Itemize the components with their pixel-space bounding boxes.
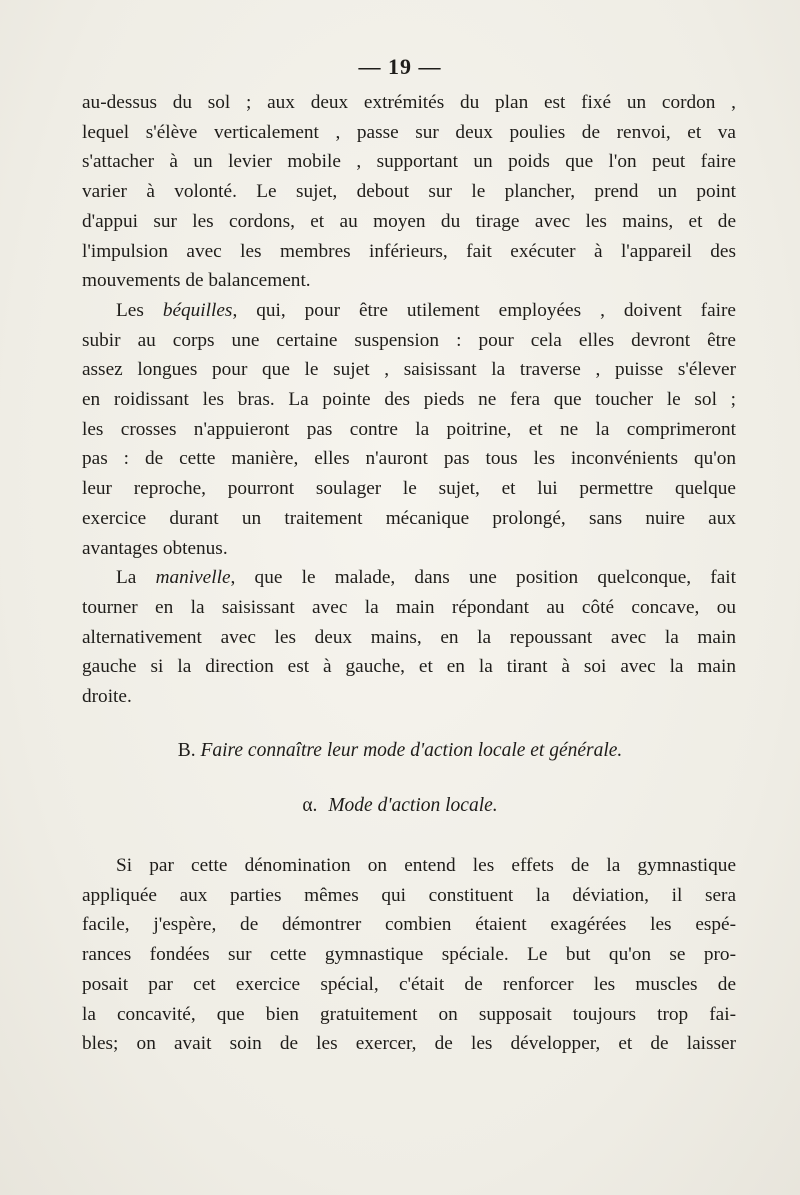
text-line: assez longues pour que le sujet , saisissant la traverse , puisse s'élever: [82, 359, 736, 381]
text-line: exercice durant un traitement mécanique prolongé, sans nuire aux: [82, 507, 736, 529]
text-fragment: Les: [116, 299, 163, 321]
section-letter: B.: [177, 740, 196, 761]
text-block-top: [82, 88, 736, 712]
text-line: pas : de cette manière, elles n'auront pas tous les inconvénients qu'on: [82, 448, 736, 470]
text-fragment: , que le malade, dans une position quelconque, fait: [230, 567, 737, 589]
text-line: bles; on avait soin de les exercer, de les développer, et de laisser: [82, 1033, 736, 1055]
paragraph-1: [82, 88, 736, 296]
paragraph-2: [82, 296, 736, 563]
text-line: droite.: [82, 686, 132, 708]
text-line: l'impulsion avec les membres inférieurs, fait exécuter à l'appareil des: [82, 240, 736, 262]
text-line: alternativement avec les deux mains, en la repoussant avec la main: [82, 626, 736, 648]
text-line: [82, 563, 736, 593]
text-line: appliquée aux parties mêmes qui constituent la déviation, il sera: [82, 884, 736, 906]
text-line: les crosses n'appuieront pas contre la poitrine, et ne la comprimeront: [82, 418, 736, 440]
text-line: lequel s'élève verticalement , passe sur deux poulies de renvoi, et va: [82, 121, 736, 143]
subsection-heading-alpha: [0, 795, 800, 817]
text-line: mouvements de balancement.: [82, 270, 311, 292]
section-title: Faire connaître leur mode d'action locale et générale.: [200, 740, 623, 761]
section-heading-b: [0, 740, 800, 762]
text-line: leur reproche, pourront soulager le sujet, et lui permettre quelque: [82, 478, 736, 500]
text-line: la concavité, que bien gratuitement on supposait toujours trop fai-: [82, 1003, 736, 1025]
text-fragment: La: [116, 567, 156, 589]
text-line: facile, j'espère, de démontrer combien étaient exagérées les espé-: [82, 914, 736, 936]
text-block-bottom: [82, 851, 736, 1059]
paragraph-3: [82, 563, 736, 712]
subsection-letter: α.: [302, 795, 318, 816]
subsection-title: Mode d'action locale.: [328, 795, 498, 816]
text-line: [82, 296, 736, 326]
text-fragment: , qui, pour être utilement employées , doivent faire: [232, 299, 736, 321]
text-line: Si par cette dénomination on entend les effets de la gymnastique: [116, 855, 736, 876]
text-line: en roidissant les bras. La pointe des pieds ne fera que toucher le sol ;: [82, 389, 736, 411]
text-line: s'attacher à un levier mobile , supportant un poids que l'on peut faire: [82, 151, 736, 173]
text-line: rances fondées sur cette gymnastique spéciale. Le but qu'on se pro-: [82, 944, 736, 966]
paragraph-4: [82, 851, 736, 1059]
italic-term: béquilles: [162, 299, 233, 321]
text-line: varier à volonté. Le sujet, debout sur le plancher, prend un point: [82, 181, 736, 203]
text-line: d'appui sur les cordons, et au moyen du tirage avec les mains, et de: [82, 210, 736, 232]
text-line: subir au corps une certaine suspension : pour cela elles devront être: [82, 329, 736, 351]
page-number: — 19 —: [358, 54, 442, 79]
text-line: posait par cet exercice spécial, c'était de renforcer les muscles de: [82, 973, 736, 995]
text-line: avantages obtenus.: [82, 537, 228, 559]
text-line: gauche si la direction est à gauche, et en la tirant à soi avec la main: [82, 656, 736, 678]
text-line: tourner en la saisissant avec la main répondant au côté concave, ou: [82, 596, 736, 618]
text-line: au-dessus du sol ; aux deux extrémités du plan est fixé un cordon ,: [82, 92, 736, 113]
italic-term: manivelle: [155, 567, 231, 589]
